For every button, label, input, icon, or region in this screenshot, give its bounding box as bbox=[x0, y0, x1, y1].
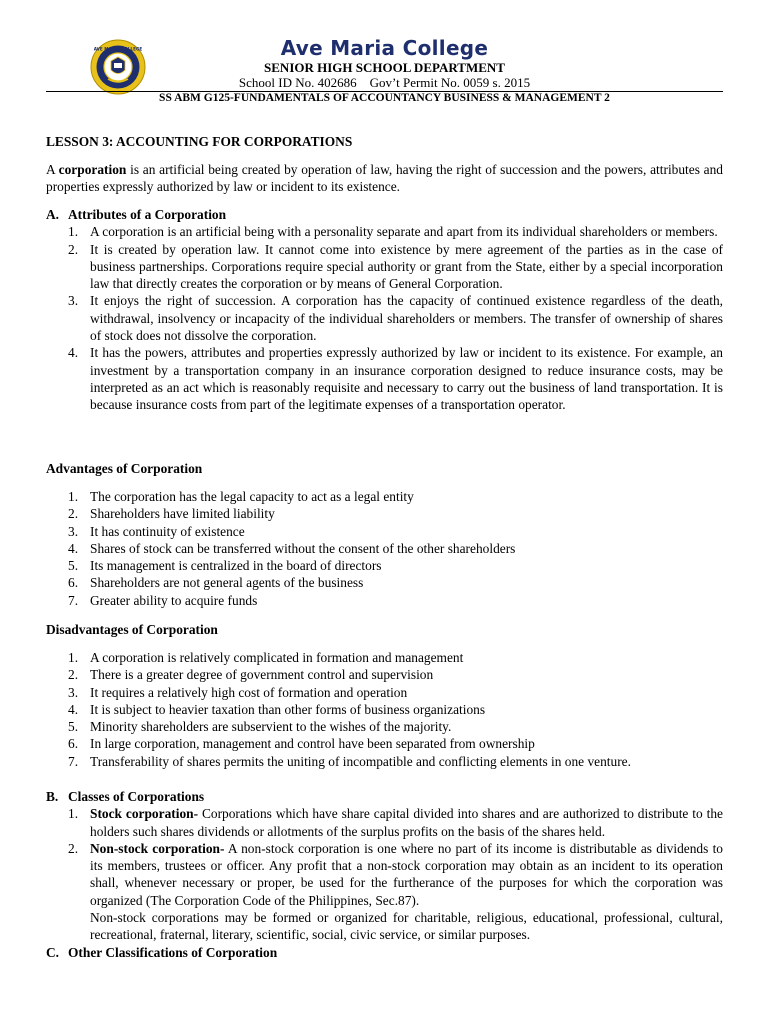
document-page bbox=[46, 0, 723, 960]
list-item: 3. It requires a relatively high cost of formation and operation bbox=[68, 684, 408, 700]
section-classes bbox=[46, 788, 723, 961]
list-item: 7. Transferability of shares permits the uniting of incompatible and conflicting elements in one venture. bbox=[68, 753, 631, 769]
disadvantages-heading: Disadvantages of Corporation bbox=[46, 622, 218, 637]
list-item: 6. Shareholders are not general agents of the business bbox=[68, 575, 364, 591]
subject-line: SS ABM G125-FUNDAMENTALS OF ACCOUNTANCY BUSINESS & MANAGEMENT 2 bbox=[159, 92, 610, 104]
list-item: 4. It is subject to heavier taxation than other forms of business organizations bbox=[68, 701, 486, 717]
list-item: 2. There is a greater degree of government control and supervision bbox=[68, 667, 434, 683]
section-advantages bbox=[46, 488, 723, 609]
intro-paragraph: A corporation is an artificial being created by operation of law, having the right of succession and the powers, attributes and properties expressly authorized by law or incident to its existence. bbox=[46, 162, 723, 195]
attributes-list bbox=[46, 223, 723, 413]
school-id-line: School ID No. 402686 Gov’t Permit No. 0059 s. 2015 bbox=[238, 75, 531, 90]
list-item: 6. In large corporation, management and control have been separated from ownership bbox=[68, 736, 535, 752]
section-heading: A. Attributes of a Corporation bbox=[46, 207, 227, 222]
section-attributes bbox=[46, 206, 723, 414]
list-item: 1. Stock corporation- Corporations which have share capital divided into shares and are authorized to distribute to the holders such shares dividends or allotments of the surplus profits on the basis of the shares held. bbox=[68, 806, 723, 839]
letterhead bbox=[46, 0, 723, 104]
corporation-term: corporation bbox=[58, 162, 127, 177]
list-item: 3. It enjoys the right of succession. A corporation has the capacity of continued existence regardless of the death, withdrawal, insolvency or incapacity of the individual shareholders or members. The transfer of ownership of shares of stock does not dissolve the corporation. bbox=[68, 293, 723, 344]
list-item: 5. Its management is centralized in the board of directors bbox=[68, 558, 382, 574]
section-heading: B. Classes of Corporations bbox=[46, 789, 205, 804]
classes-list bbox=[46, 805, 723, 909]
lesson-title: LESSON 3: ACCOUNTING FOR CORPORATIONS bbox=[46, 134, 353, 149]
list-item: 1. The corporation has the legal capacity to act as a legal entity bbox=[68, 489, 414, 504]
list-item: 2. Non-stock corporation- A non-stock corporation is one where no part of its income is distributable as dividends to its members, trustees or officer. Any profit that a non-stock corporation may obtain as an incident to its operation shall, whenever necessary or proper, be used for the furtherance of the purposes for which the corporation was organized (The Corporation Code of the Philippines, Sec.87). bbox=[68, 840, 723, 908]
list-item: 7. Greater ability to acquire funds bbox=[68, 592, 258, 608]
list-item: 3. It has continuity of existence bbox=[68, 523, 245, 539]
list-item: 4. It has the powers, attributes and properties expressly authorized by law or incident to its existence. For example, an investment by a transportation company in an insurance corporation designed to reduce insurance costs, may be interpreted as an act which is reasonably requisite and necessary to carry out the business of land transportation. It is because insurance costs from part of the legitimate expenses of a transportation operator. bbox=[68, 345, 723, 413]
advantages-list bbox=[46, 488, 723, 609]
list-item: 2. It is created by operation law. It cannot come into existence by mere agreement of the parties as in the case of business partnerships. Corporations require special authority or grant from the State, either by a special incorporation law that directly creates the corporation or by means of General Corporation. bbox=[68, 241, 723, 292]
department-name: SENIOR HIGH SCHOOL DEPARTMENT bbox=[264, 60, 505, 75]
list-item: 1. A corporation is an artificial being with a personality separate and apart from its individual shareholders or members. bbox=[68, 224, 718, 240]
list-item: 5. Minority shareholders are subservient to the wishes of the majority. bbox=[68, 719, 452, 735]
list-item: 4. Shares of stock can be transferred without the consent of the other shareholders bbox=[68, 540, 516, 556]
non-stock-note: Non-stock corporations may be formed or organized for charitable, religious, educational, professional, cultural, recreational, fraternal, literary, scientific, social, civic service, or similar purposes. bbox=[90, 910, 723, 943]
disadvantages-list bbox=[46, 649, 723, 770]
list-item: 1. A corporation is relatively complicated in formation and management bbox=[68, 650, 464, 665]
college-name: Ave Maria College bbox=[280, 36, 489, 60]
section-heading: C. Other Classifications of Corporation bbox=[46, 944, 278, 960]
list-item: 2. Shareholders have limited liability bbox=[68, 506, 275, 522]
svg-text:AVE MARIA COLLEGE: AVE MARIA COLLEGE bbox=[93, 46, 143, 52]
section-disadvantages bbox=[46, 649, 723, 770]
advantages-heading: Advantages of Corporation bbox=[46, 461, 203, 476]
